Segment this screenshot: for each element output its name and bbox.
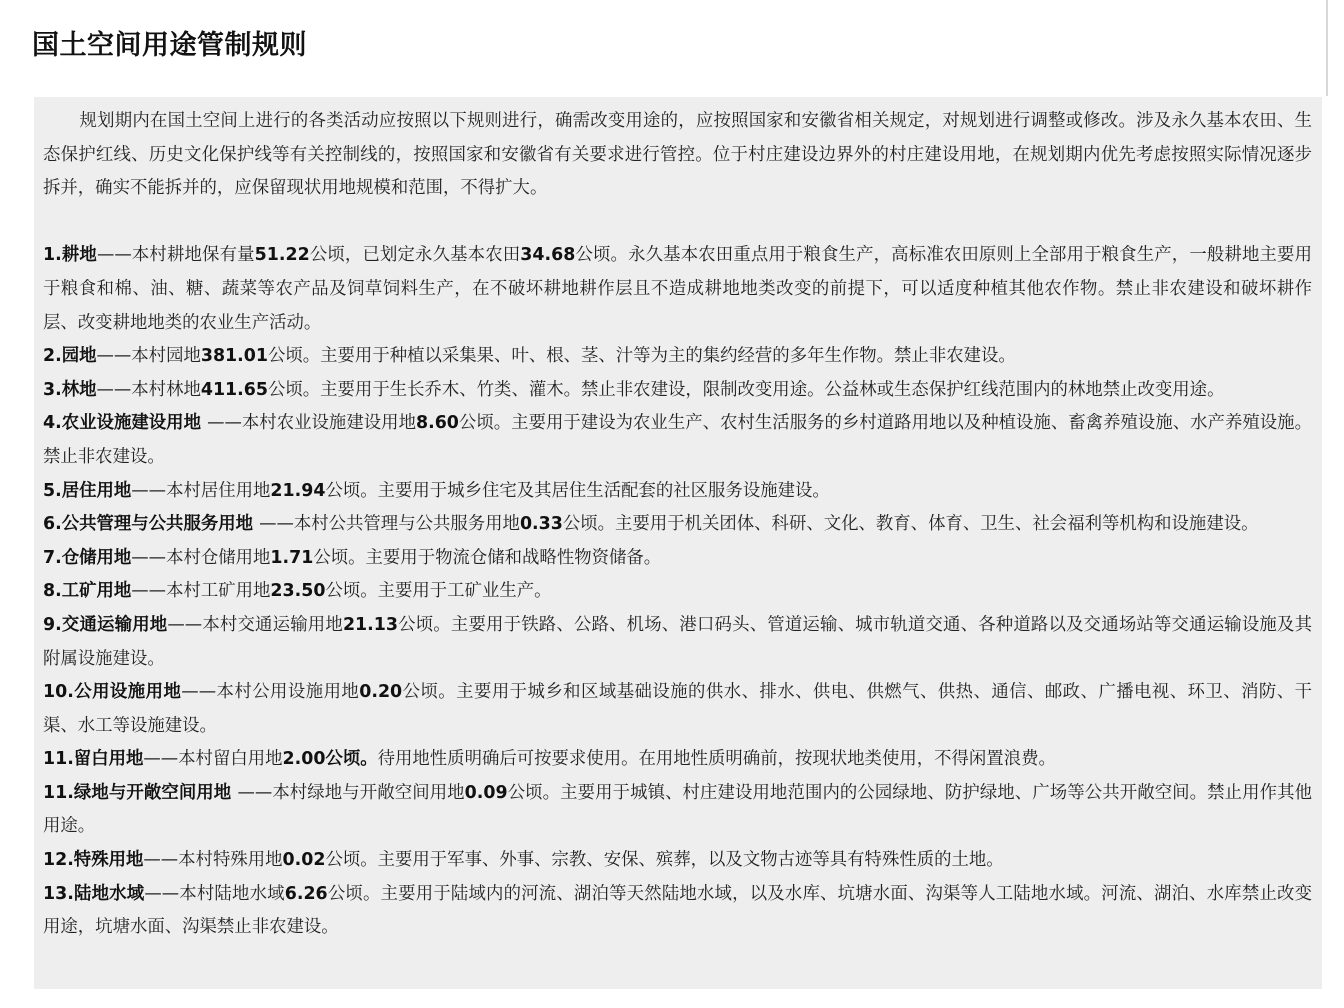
rule-dash: ——: [167, 614, 203, 635]
rule-value: 34.68: [520, 245, 576, 266]
rule-text: 公顷。主要用于陆域内的河流、湖泊等天然陆地水域，以及水库、坑塘水面、沟渠等人工陆地水域。河流、湖泊、水库禁止改变用途，坑塘水面、沟渠禁止非农建设。: [43, 883, 1312, 938]
rules-list: [43, 239, 1312, 944]
rule-text: 本村公用设施用地: [216, 682, 360, 703]
rule-dash: ——: [131, 581, 167, 602]
rule-dash: ——: [144, 883, 180, 904]
rule-value: 6.26: [284, 883, 328, 904]
rule-value: 51.22: [254, 245, 310, 266]
rule-term: 4.农业设施建设用地: [43, 413, 208, 434]
rule-text: 本村农业设施建设用地: [241, 413, 416, 434]
rule-dash: ——: [143, 749, 179, 770]
rule-term: 12.特殊用地: [43, 850, 144, 871]
rule-text: 本村园地: [131, 346, 201, 367]
rule-value: 0.09: [464, 782, 508, 803]
rule-term: 8.工矿用地: [43, 581, 132, 602]
rule-value: 21.13: [342, 614, 398, 635]
rule-text: 待用地性质明确后可按要求使用。在用地性质明确前，按现状地类使用，不得闲置浪费。: [377, 749, 1056, 770]
rule-term: 2.园地: [43, 346, 97, 367]
rule-value: 0.33: [519, 514, 563, 535]
rule-text: 公顷。主要用于城乡住宅及其居住生活配套的社区服务设施建设。: [325, 480, 830, 501]
rule-dash: ——: [96, 245, 132, 266]
rule-text: 本村公共管理与公共服务用地: [293, 514, 520, 535]
rule-item: [43, 575, 1312, 609]
rule-text: 本村居住用地: [166, 480, 271, 501]
rule-dash: ——: [131, 547, 167, 568]
rule-text: 本村林地: [131, 379, 201, 400]
rule-text: 本村留白用地: [178, 749, 283, 770]
page-title: 国土空间用途管制规则: [32, 30, 307, 61]
rule-text: 公顷。主要用于城镇、村庄建设用地范围内的公园绿地、防护绿地、广场等公共开敞空间。禁止用作其他用途。: [43, 782, 1312, 837]
rule-term: 6.公共管理与公共服务用地: [43, 514, 260, 535]
rule-item: [43, 407, 1312, 474]
rule-term: 10.公用设施用地: [43, 682, 182, 703]
rule-dash: ——: [143, 850, 179, 871]
rule-text: 本村特殊用地: [178, 850, 283, 871]
rule-dash: ——: [237, 782, 273, 803]
rule-dash: ——: [181, 682, 217, 703]
rule-dash: ——: [131, 480, 167, 501]
rule-text: 本村绿地与开敞空间用地: [272, 782, 465, 803]
content-panel: [34, 97, 1322, 989]
rule-value: 411.65: [200, 379, 268, 400]
rule-text: 公顷。主要用于城乡和区域基础设施的供水、排水、供电、供燃气、供热、通信、邮政、广播电视、环卫、消防、干渠、水工等设施建设。: [43, 682, 1312, 736]
rule-term: 9.交通运输用地: [43, 614, 168, 635]
rule-value: 21.94: [270, 480, 326, 501]
rule-value: 381.01: [200, 346, 268, 367]
rule-text: 公顷。主要用于生长乔木、竹类、灌木。禁止非农建设，限制改变用途。公益林或生态保护红线范围内的林地禁止改变用途。: [267, 379, 1225, 400]
rule-item: [43, 340, 1312, 374]
rule-term: 3.林地: [43, 379, 97, 400]
rule-text: 本村陆地水域: [179, 883, 285, 904]
rule-item: [43, 542, 1312, 576]
rule-value: 23.50: [270, 581, 326, 602]
rule-text: 公顷。永久基本农田重点用于粮食生产，高标准农田原则上全部用于粮食生产，一般耕地主要用于粮食和棉、油、糖、蔬菜等农产品及饲草饲料生产，在不破坏耕地耕作层且不造成耕地地类改变的前提下，可以适度种植其他农作物。禁止非农建设和破坏耕作层、改变耕地地类的农业生产活动。: [43, 245, 1312, 333]
rule-item: [43, 743, 1312, 777]
rule-text: 公顷。主要用于工矿业生产。: [325, 581, 552, 602]
rule-text: 本村耕地保有量: [131, 245, 255, 266]
rule-text: 本村交通运输用地: [202, 614, 343, 635]
rule-item: [43, 239, 1312, 340]
rule-value: 0.02: [282, 850, 326, 871]
rule-dash: ——: [96, 379, 132, 400]
rule-value: 2.00公顷。: [282, 749, 378, 770]
paragraph-spacer: [43, 206, 1312, 240]
rule-dash: ——: [207, 413, 242, 434]
rule-term: 11.留白用地: [43, 749, 144, 770]
rule-text: 公顷。主要用于铁路、公路、机场、港口码头、管道运输、城市轨道交通、各种道路以及交通场站等交通运输设施及其附属设施建设。: [43, 614, 1312, 669]
rule-term: 7.仓储用地: [43, 547, 132, 568]
rule-item: [43, 844, 1312, 878]
rule-item: [43, 475, 1312, 509]
rule-text: 公顷。主要用于物流仓储和战略性物资储备。: [313, 547, 662, 568]
rule-value: 8.60: [415, 413, 459, 434]
rule-value: 0.20: [359, 682, 403, 703]
rule-term: 1.耕地: [43, 245, 97, 266]
rule-item: [43, 777, 1312, 844]
rule-text: 本村工矿用地: [166, 581, 271, 602]
rule-value: 1.71: [270, 547, 314, 568]
rule-dash: ——: [96, 346, 132, 367]
rule-item: [43, 374, 1312, 408]
page-edge-divider: [1326, 0, 1328, 96]
rule-term: 13.陆地水域: [43, 883, 145, 904]
rule-item: [43, 878, 1312, 945]
rule-term: 11.绿地与开敞空间用地: [43, 782, 238, 803]
intro-paragraph: 规划期内在国土空间上进行的各类活动应按照以下规则进行，确需改变用途的，应按照国家和安徽省相关规定，对规划进行调整或修改。涉及永久基本农田、生态保护红线、历史文化保护线等有关控制线的，按照国家和安徽省有关要求进行管控。位于村庄建设边界外的村庄建设用地，在规划期内优先考虑按照实际情况逐步拆并，确实不能拆并的，应保留现状用地规模和范围，不得扩大。: [43, 111, 1312, 199]
rule-item: [43, 609, 1312, 676]
rule-text: 公顷。主要用于机关团体、科研、文化、教育、体育、卫生、社会福利等机构和设施建设。: [562, 514, 1259, 535]
rule-dash: ——: [259, 514, 294, 535]
rule-text: 公顷。主要用于建设为农业生产、农村生活服务的乡村道路用地以及种植设施、畜禽养殖设施、水产养殖设施。禁止非农建设。: [43, 413, 1312, 467]
rule-text: 公顷。主要用于种植以采集果、叶、根、茎、汁等为主的集约经营的多年生作物。禁止非农建设。: [267, 346, 1016, 367]
rule-item: [43, 676, 1312, 743]
rule-item: [43, 508, 1312, 542]
rule-text: 本村仓储用地: [166, 547, 271, 568]
rule-text: 公顷，已划定永久基本农田: [309, 245, 521, 266]
rule-term: 5.居住用地: [43, 480, 132, 501]
rule-text: 公顷。主要用于军事、外事、宗教、安保、殡葬，以及文物古迹等具有特殊性质的土地。: [325, 850, 1004, 871]
